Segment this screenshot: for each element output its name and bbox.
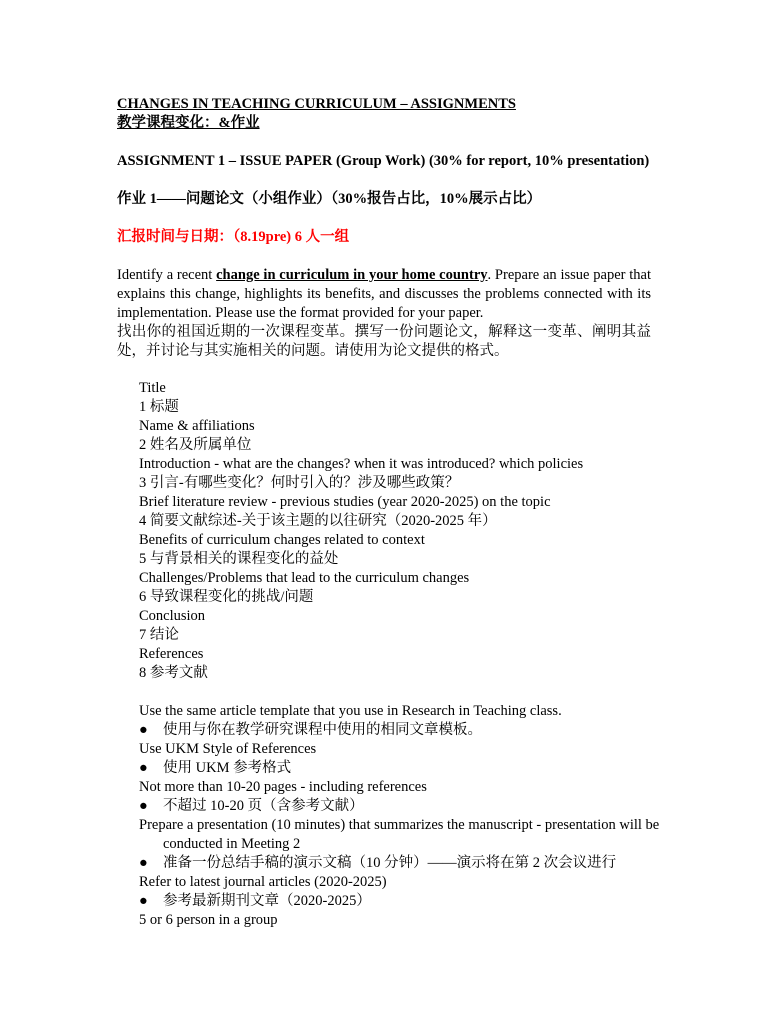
format-item-cn: 4 简要文献综述-关于该主题的以往研究（2020-2025 年） xyxy=(139,513,497,529)
requirement-en: Not more than 10-20 pages - including references xyxy=(139,779,427,795)
deadline-note-cn: 汇报时间与日期：（8.19pre) 6 人一组 xyxy=(117,229,350,245)
intro-paragraph-cn: 找出你的祖国近期的一次课程变革。撰写一份问题论文，解释这一变革、阐明其益处，并讨论与其实施相关的问题。请使用为论文提供的格式。 xyxy=(117,324,651,359)
format-item-en: Benefits of curriculum changes related to context xyxy=(139,532,425,548)
format-item-en: Challenges/Problems that lead to the curriculum changes xyxy=(139,570,470,586)
format-item-en: Name & affiliations xyxy=(139,418,255,434)
requirement-bullet xyxy=(139,759,291,778)
requirement-cn: 使用与你在教学研究课程中使用的相同文章模板。 xyxy=(163,722,482,738)
assignment-heading: ASSIGNMENT 1 – ISSUE PAPER (Group Work) (30% for report, 10% presentation) xyxy=(117,153,650,169)
document-title: CHANGES IN TEACHING CURRICULUM – ASSIGNMENTS xyxy=(117,96,516,112)
format-item-cn: 3 引言-有哪些变化？何时引入的？涉及哪些政策？ xyxy=(139,475,460,491)
intro-paragraph xyxy=(117,266,651,323)
format-item-cn: 8 参考文献 xyxy=(139,665,208,681)
document-title-cn: 教学课程变化：&作业 xyxy=(117,115,260,131)
requirement-cn: 参考最新期刊文章（2020-2025） xyxy=(163,893,371,909)
format-item-en: Brief literature review - previous studies (year 2020-2025) on the topic xyxy=(139,494,551,510)
intro-emphasis: change in curriculum in your home country xyxy=(216,267,488,283)
requirement-cn: 不超过 10-20 页（含参考文献） xyxy=(163,798,364,814)
requirement-cn: 准备一份总结手稿的演示文稿（10 分钟）——演示将在第 2 次会议进行 xyxy=(163,855,617,871)
bullet-icon: ● xyxy=(139,855,148,871)
intro-after: . Prepare an issue paper that explains this change, highlights its benefits, and discusses the problems connected with its implementation. Please use the format provided for your paper. xyxy=(117,267,651,321)
format-item-en: References xyxy=(139,646,204,662)
format-item-cn: 5 与背景相关的课程变化的益处 xyxy=(139,551,339,567)
requirement-bullet xyxy=(139,854,616,873)
bullet-icon: ● xyxy=(139,798,148,814)
format-item-en: Conclusion xyxy=(139,608,206,624)
format-item-cn: 7 结论 xyxy=(139,627,179,643)
format-item-en: Title xyxy=(139,380,166,396)
requirement-en: 5 or 6 person in a group xyxy=(139,912,278,928)
format-item-en: Introduction - what are the changes? when it was introduced? which policies xyxy=(139,456,584,472)
requirement-cn: 使用 UKM 参考格式 xyxy=(163,760,292,776)
format-item-cn: 1 标题 xyxy=(139,399,179,415)
format-item-cn: 6 导致课程变化的挑战/问题 xyxy=(139,589,314,605)
requirement-bullet xyxy=(139,797,364,816)
template-note: Use the same article template that you use in Research in Teaching class. xyxy=(139,703,562,719)
bullet-icon: ● xyxy=(139,760,148,776)
requirement-bullet xyxy=(139,721,482,740)
bullet-icon: ● xyxy=(139,722,148,738)
assignment-heading-cn: 作业 1——问题论文（小组作业）（30%报告占比，10%展示占比） xyxy=(117,191,542,207)
intro-before: Identify a recent xyxy=(117,267,217,283)
requirement-bullet xyxy=(139,892,371,911)
requirement-en: Prepare a presentation (10 minutes) that summarizes the manuscript - presentation will be conducted in Meeting 2 xyxy=(139,817,660,852)
bullet-icon: ● xyxy=(139,893,148,909)
requirement-en: Use UKM Style of References xyxy=(139,741,317,757)
requirement-en: Refer to latest journal articles (2020-2025) xyxy=(139,874,387,890)
format-item-cn: 2 姓名及所属单位 xyxy=(139,437,252,453)
